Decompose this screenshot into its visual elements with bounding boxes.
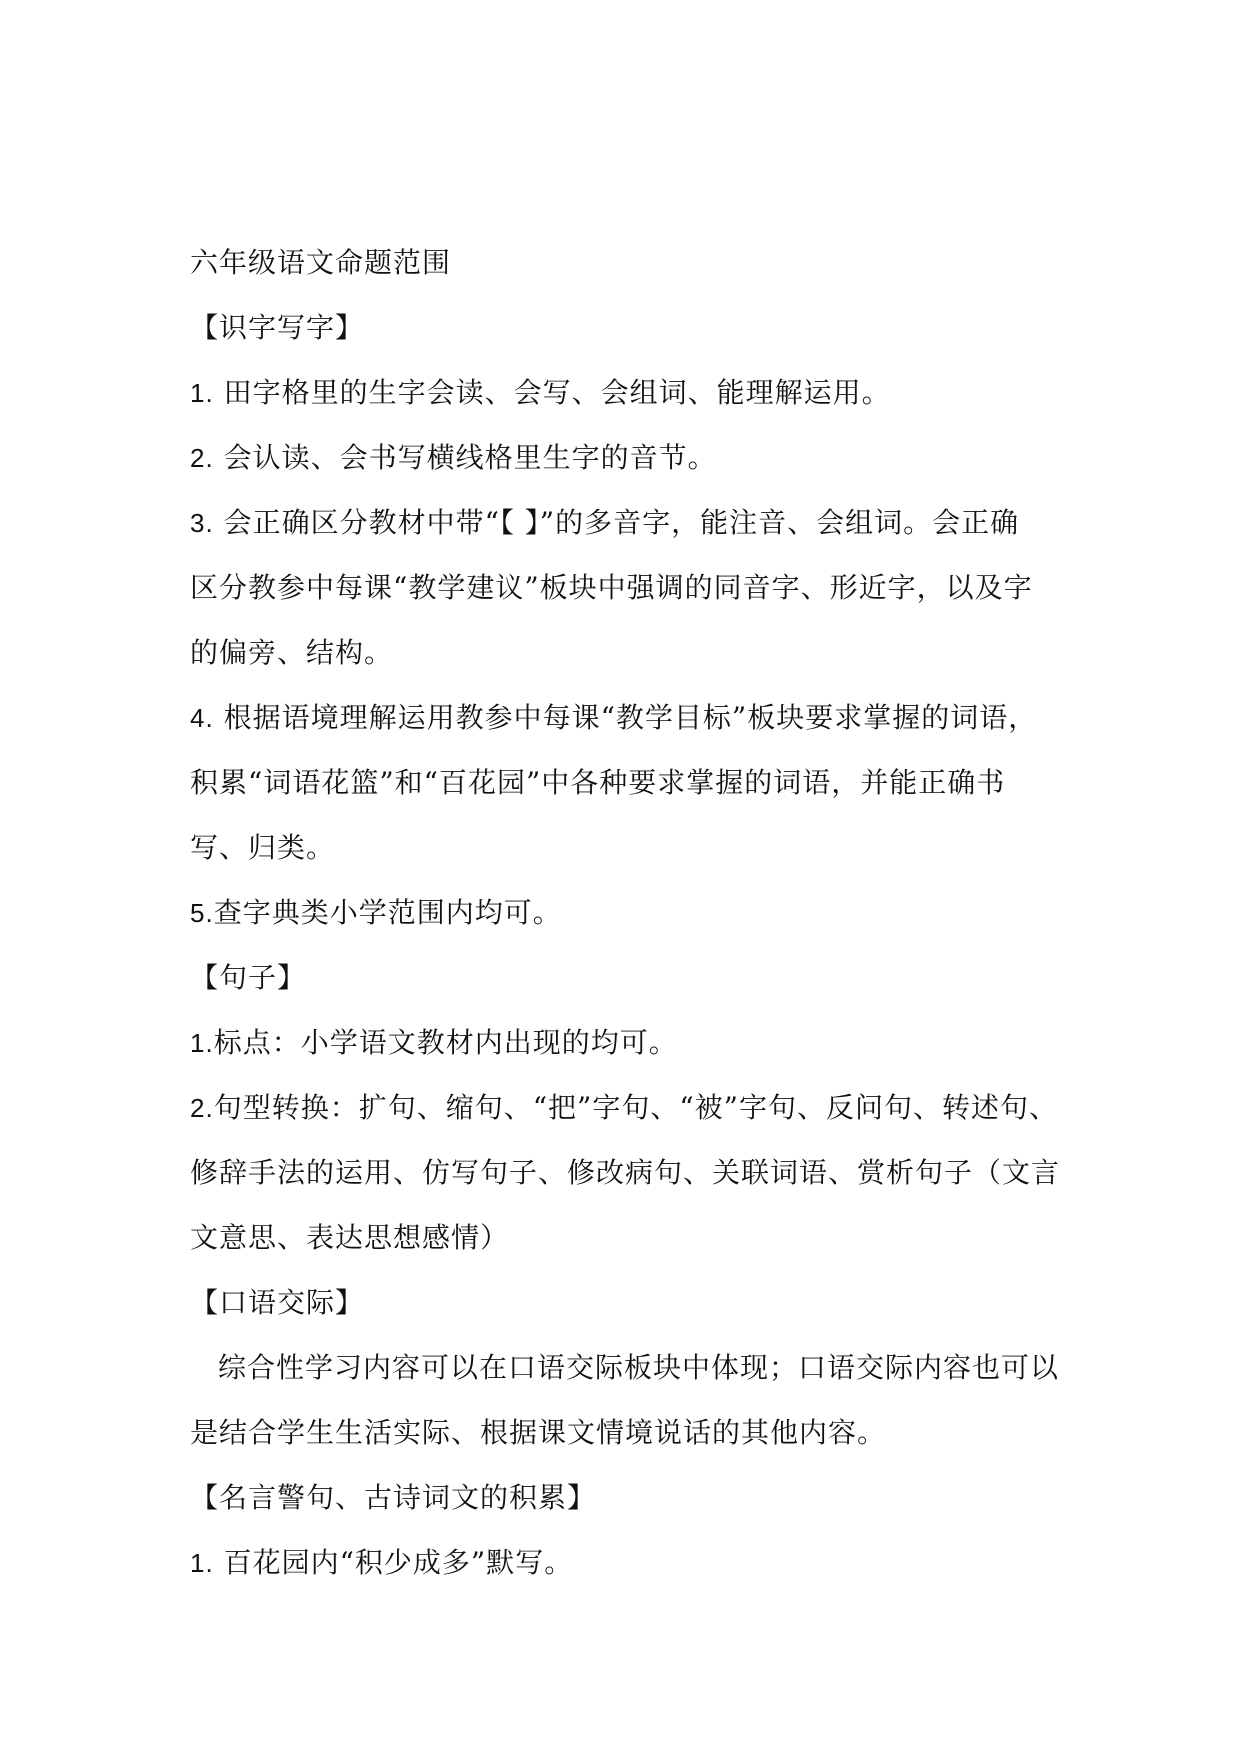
item-text: 会认读、会书写横线格里生字的音节。 [213,441,717,474]
item-text: 百花园内“积少成多”默写。 [213,1546,574,1579]
literacy-item-1 [190,360,1065,425]
item-number: 2. [190,443,214,473]
quotes-item-1 [190,1530,1065,1595]
item-number: 5. [190,898,214,928]
item-text: 根据语境理解运用教参中每课“教学目标”板块要求掌握的词语， [213,701,1038,734]
literacy-item-5 [190,880,1065,945]
sentences-item-2-line-3: 文意思、表达思想感情） [190,1221,510,1254]
sentences-item-2-line-1 [190,1075,1065,1140]
section-heading-quotes: 【名言警句、古诗词文的积累】 [190,1481,597,1514]
literacy-item-4-line-1 [190,685,1065,750]
literacy-item-3-line-1 [190,490,1065,555]
item-number: 2. [190,1093,214,1123]
item-number: 1. [190,378,214,408]
item-number: 4. [190,703,214,733]
sentences-item-2-line-2: 修辞手法的运用、仿写句子、修改病句、关联词语、赏析句子（文言 [190,1156,1061,1189]
document-body [190,230,1065,1595]
literacy-item-4-line-3: 写、归类。 [190,831,336,864]
oral-paragraph-line-2: 是结合学生生活实际、根据课文情境说话的其他内容。 [190,1416,887,1449]
section-heading-sentences: 【句子】 [190,961,307,994]
section-heading-literacy: 【识字写字】 [190,311,365,344]
item-text: 句型转换：扩句、缩句、“把”字句、“被”字句、反问句、转述句、 [213,1091,1058,1124]
item-number: 1. [190,1548,214,1578]
item-number: 3. [190,508,214,538]
oral-paragraph-line-1: 综合性学习内容可以在口语交际板块中体现；口语交际内容也可以 [218,1351,1060,1384]
document-title: 六年级语文命题范围 [190,246,452,279]
item-text: 查字典类小学范围内均可。 [213,896,562,929]
literacy-item-2 [190,425,1065,490]
item-text: 会正确区分教材中带“【 】”的多音字，能注音、会组词。会正确 [213,506,1020,539]
item-text: 标点：小学语文教材内出现的均可。 [213,1026,678,1059]
item-number: 1. [190,1028,214,1058]
sentences-item-1 [190,1010,1065,1075]
section-heading-oral: 【口语交际】 [190,1286,365,1319]
literacy-item-3-line-3: 的偏旁、结构。 [190,636,394,669]
literacy-item-3-line-2: 区分教参中每课“教学建议”板块中强调的同音字、形近字，以及字 [190,571,1033,604]
item-text: 田字格里的生字会读、会写、会组词、能理解运用。 [213,376,891,409]
literacy-item-4-line-2: 积累“词语花篮”和“百花园”中各种要求掌握的词语，并能正确书 [190,766,1006,799]
